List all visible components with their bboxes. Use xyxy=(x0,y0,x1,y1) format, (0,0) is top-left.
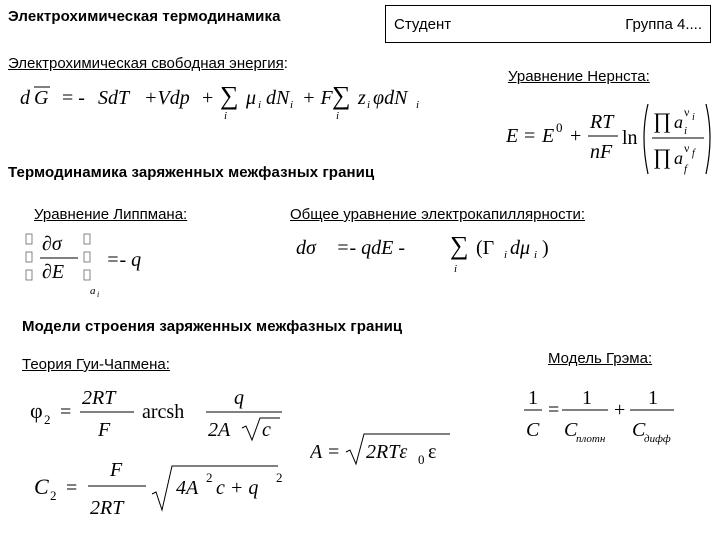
bracket-glyph xyxy=(26,252,32,262)
z-sub: i xyxy=(367,99,371,111)
grahame-C-3: C xyxy=(632,419,646,441)
bracket-glyph xyxy=(26,234,32,244)
mu-sub-2: i xyxy=(534,249,538,261)
z-symbol: z xyxy=(358,87,366,109)
models-title: Модели строения заряженных межфазных границ xyxy=(22,318,403,335)
page-title: Электрохимическая термодинамика xyxy=(8,8,281,25)
Vdp-term: +Vdp xyxy=(144,87,190,109)
nernst-eq: = xyxy=(524,125,536,147)
gouy-a-formula xyxy=(310,426,490,476)
arcsh-q: q xyxy=(234,387,244,409)
C2-sub: 2 xyxy=(50,488,57,503)
electrocap-rhs: =- qdE - xyxy=(336,237,406,259)
nernst-nF: nF xyxy=(590,141,613,163)
group-label: Группа 4.... xyxy=(625,16,702,33)
C2-exp-1: 2 xyxy=(206,470,213,485)
nu-top-sub: i xyxy=(692,112,695,123)
grahame-sub-2: дифф xyxy=(644,433,671,445)
dG-symbol: d xyxy=(20,87,30,109)
electrocap-close: ) xyxy=(542,237,549,259)
grahame-label: Модель Грэма: xyxy=(548,350,653,367)
A-eq: = xyxy=(328,441,340,463)
nernst-RT: RT xyxy=(590,111,614,133)
grahame-one-3: 1 xyxy=(648,387,658,409)
student-group-box xyxy=(385,5,711,43)
grahame-plus: + xyxy=(614,399,626,421)
sum-2-icon: ∑ xyxy=(332,81,351,110)
grahame-C: C xyxy=(526,419,540,441)
sum-1-icon: ∑ xyxy=(220,81,239,110)
sqrt-icon xyxy=(242,418,280,440)
a-bot-sub: f xyxy=(684,163,688,175)
eq-minus: = - xyxy=(62,87,85,109)
electrocap-gamma: (Γ xyxy=(476,237,495,259)
nernst-ln: ln xyxy=(622,127,638,149)
a-top: a xyxy=(674,112,683,132)
SdT-term: SdT xyxy=(98,87,130,109)
grahame-one-1: 1 xyxy=(528,387,538,409)
phi-num: 2RT xyxy=(82,387,116,409)
nernst-E: E xyxy=(506,125,519,147)
electrocap-sum-sub: i xyxy=(454,263,458,275)
phi-eq: = xyxy=(60,401,72,423)
C2-exp-2: 2 xyxy=(276,470,283,485)
partial-sigma: ∂σ xyxy=(42,233,62,255)
prod-bot-icon: ∏ xyxy=(653,144,672,169)
C2-num: F xyxy=(110,459,123,481)
arcsh-c: c xyxy=(262,419,271,441)
A-symbol: A xyxy=(310,441,323,463)
arcsh-2A: 2A xyxy=(208,419,231,441)
arcsh-fn: arcsh xyxy=(142,401,185,423)
partial-E: ∂E xyxy=(42,261,65,283)
gamma-sub: i xyxy=(504,249,508,261)
grahame-formula xyxy=(520,380,690,450)
dN-1-sub: i xyxy=(290,99,294,111)
a-top-sub: i xyxy=(684,125,688,137)
lippmann-sub-a: a xyxy=(90,285,96,297)
phi-symbol: φ xyxy=(30,398,43,423)
nernst-zero: 0 xyxy=(556,120,563,135)
sum-2-sub: i xyxy=(336,110,340,122)
gouy-c-formula xyxy=(34,450,314,530)
free-energy-heading xyxy=(8,55,288,72)
nu-bot-sub: f xyxy=(692,148,695,159)
phi-sub: 2 xyxy=(44,412,51,427)
mu-sub: i xyxy=(258,99,262,111)
sqrt-icon xyxy=(152,466,278,510)
bracket-glyph xyxy=(84,234,90,244)
nu-bot: ν xyxy=(684,141,690,155)
nernst-label: Уравнение Нернста: xyxy=(508,68,650,85)
gouy-phi-formula xyxy=(30,380,330,450)
mu-symbol: μ xyxy=(246,87,257,109)
phi-den: F xyxy=(98,419,111,441)
G-symbol: G xyxy=(34,87,49,109)
plus-1: + xyxy=(202,87,214,109)
C2-eq: = xyxy=(66,477,78,499)
bracket-glyph xyxy=(84,270,90,280)
A-eps: ε xyxy=(428,441,437,463)
grahame-C-2: C xyxy=(564,419,578,441)
sum-1-sub: i xyxy=(224,110,228,122)
phidN-term: φdN xyxy=(373,87,408,109)
electrocap-label: Общее уравнение электрокапиллярности: xyxy=(290,206,586,223)
nernst-E0: E xyxy=(542,125,555,147)
bracket-glyph xyxy=(84,252,90,262)
free-energy-suffix: : xyxy=(283,55,288,72)
C2-symbol: C xyxy=(34,474,49,499)
electrocap-formula xyxy=(296,228,596,288)
nernst-left-paren xyxy=(644,104,648,174)
C2-4A: 4A xyxy=(176,477,199,499)
dN-1: dN xyxy=(266,87,290,109)
A-rad: 2RTε xyxy=(366,441,408,463)
lippmann-label: Уравнение Липпмана: xyxy=(34,206,188,223)
bracket-glyph xyxy=(26,270,32,280)
interfaces-title: Термодинамика заряженных межфазных границ xyxy=(8,164,375,181)
nernst-formula xyxy=(506,92,716,182)
lippmann-formula xyxy=(22,228,172,308)
nu-top: ν xyxy=(684,105,690,119)
C2-rest: c + q xyxy=(216,477,259,499)
a-bot: a xyxy=(674,148,683,168)
electrocap-sum-icon: ∑ xyxy=(450,231,469,260)
lippmann-rhs: =- q xyxy=(106,249,142,271)
nernst-plus: + xyxy=(570,125,582,147)
student-label: Студент xyxy=(394,16,452,33)
free-energy-formula xyxy=(20,78,470,123)
lippmann-sub-i: i xyxy=(97,290,100,299)
electrocap-dmu: dμ xyxy=(510,237,531,259)
prod-top-icon: ∏ xyxy=(653,108,672,133)
plus-F: + F xyxy=(302,87,333,109)
A-zero: 0 xyxy=(418,452,425,467)
nernst-right-paren xyxy=(706,104,710,174)
grahame-sub-1: плотн xyxy=(576,433,606,445)
grahame-one-2: 1 xyxy=(582,387,592,409)
gouy-label: Теория Гуи-Чапмена: xyxy=(22,356,170,373)
C2-den: 2RT xyxy=(90,497,124,519)
grahame-eq: = xyxy=(548,399,560,421)
free-energy-label: Электрохимическая свободная энергия xyxy=(8,55,284,72)
electrocap-lhs: dσ xyxy=(296,237,316,259)
phidN-sub: i xyxy=(416,99,420,111)
